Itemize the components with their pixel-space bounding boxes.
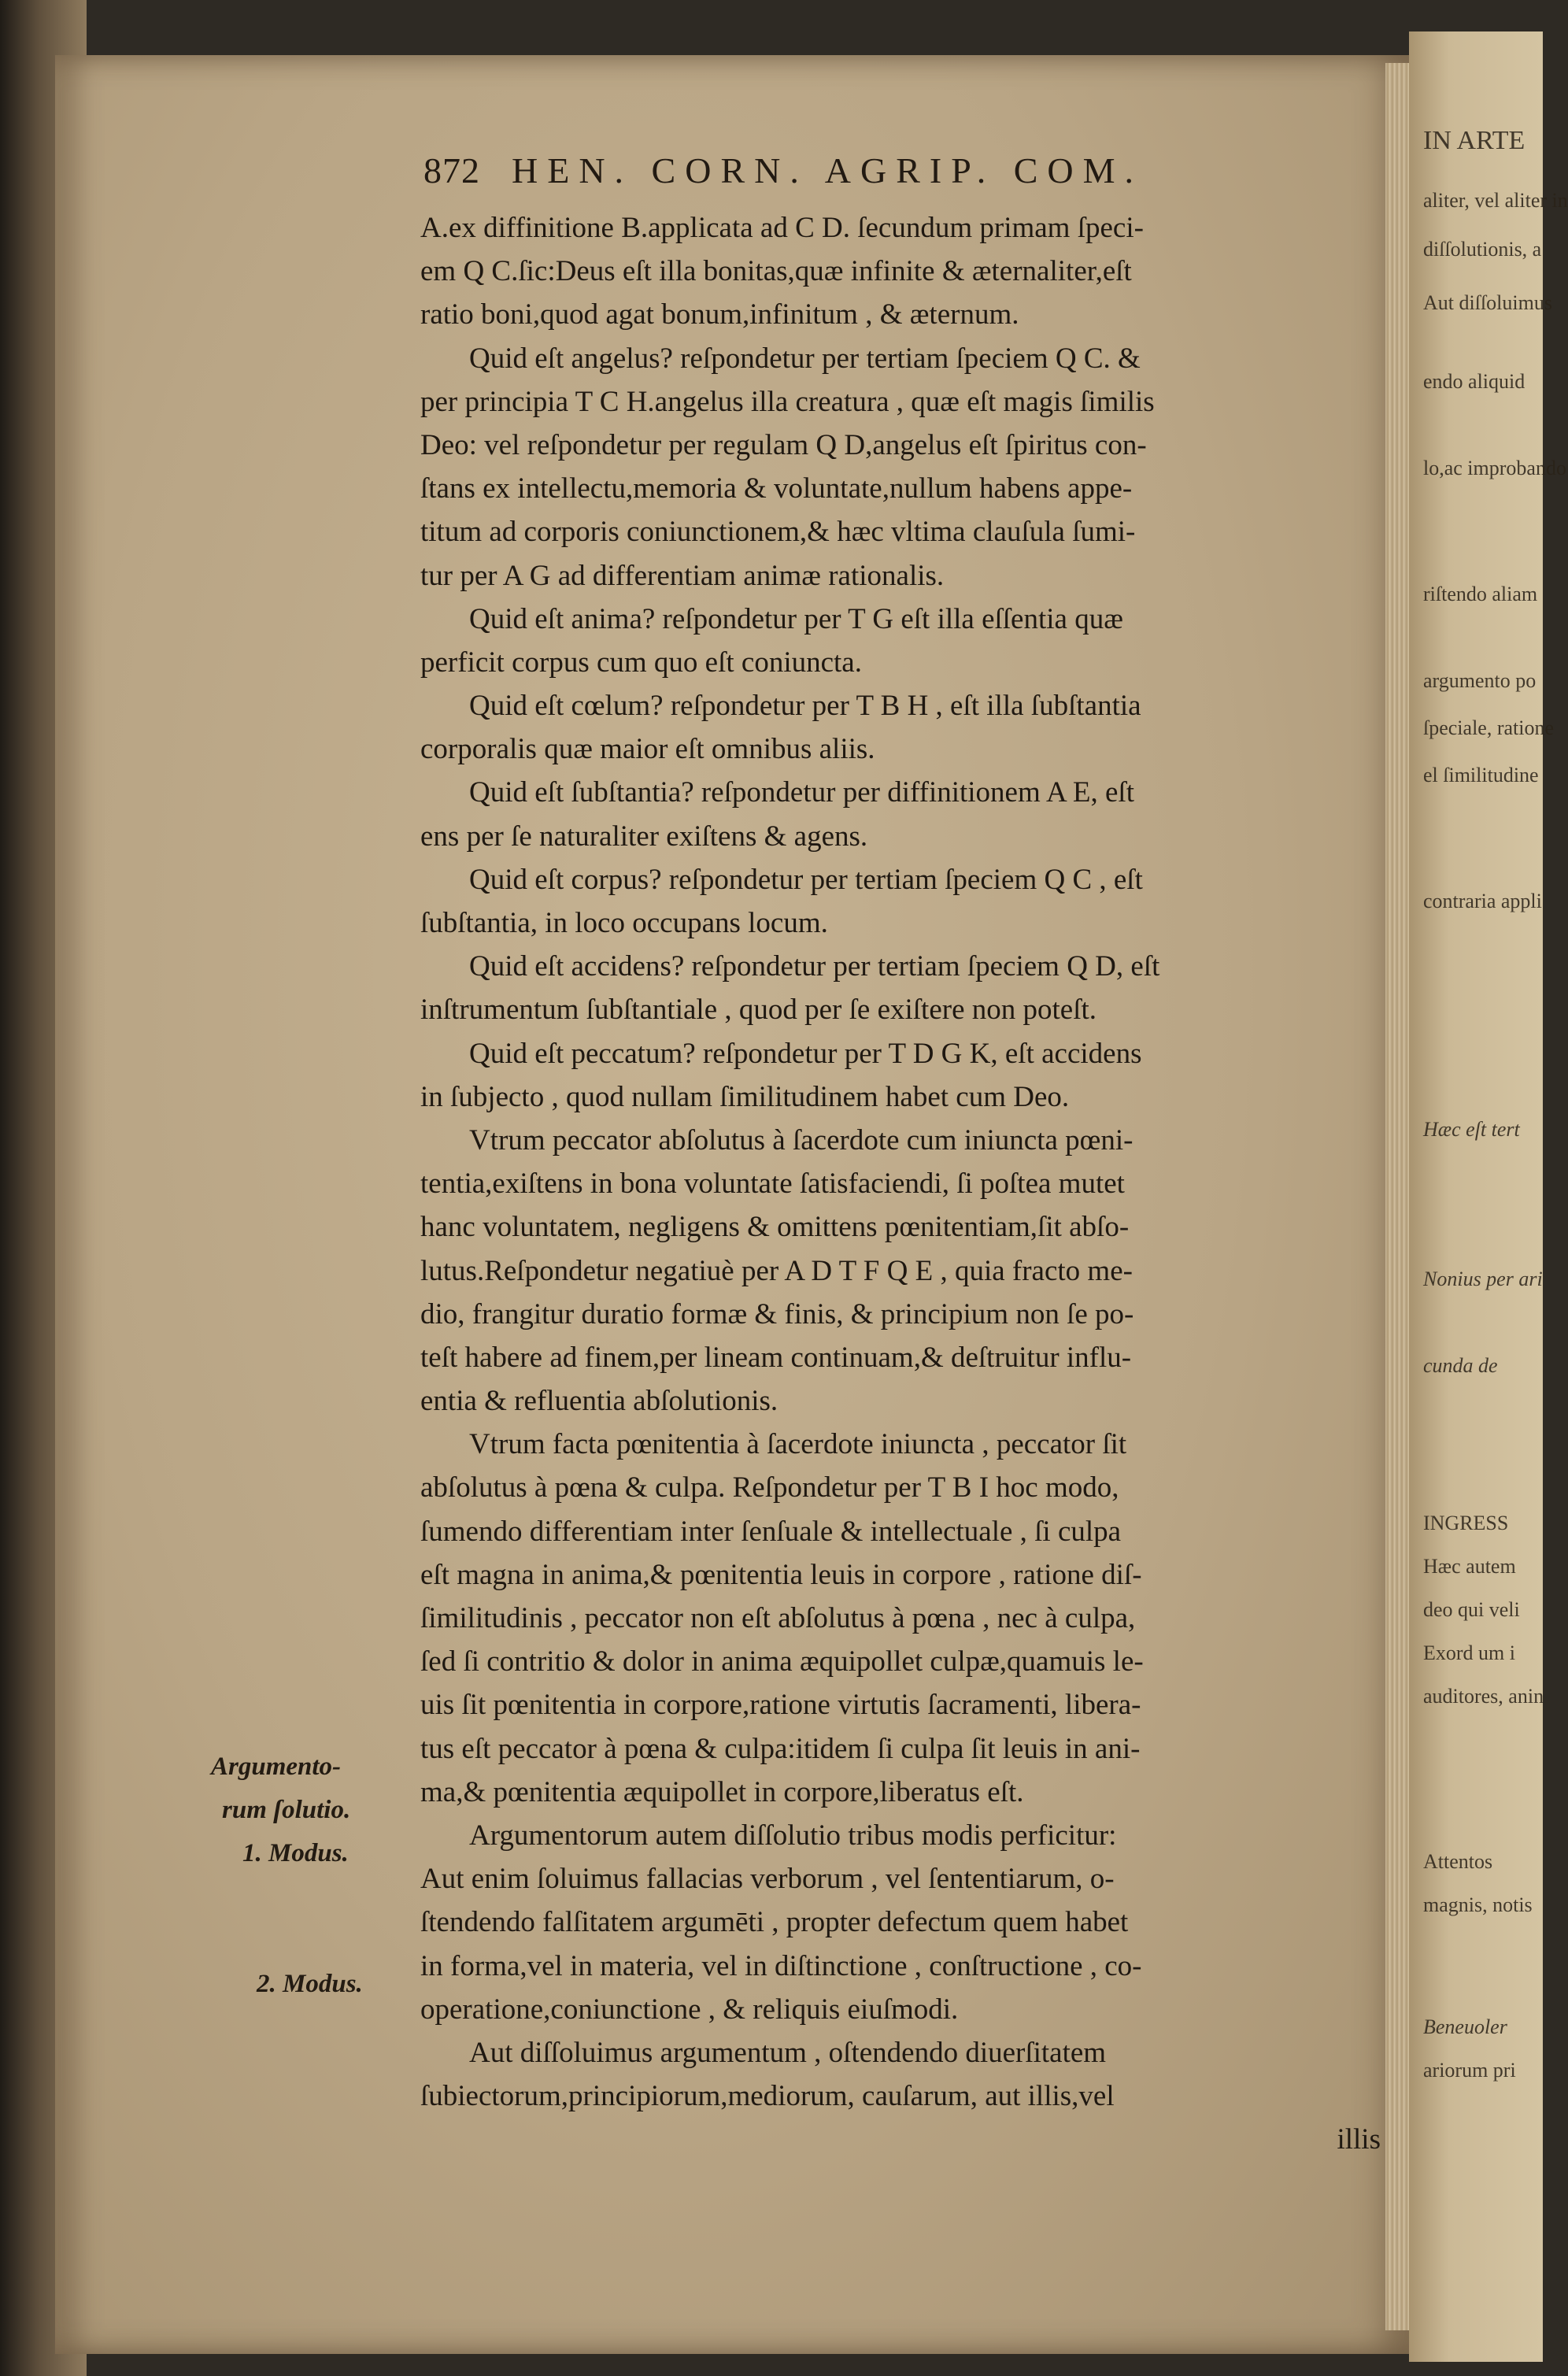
facing-text: aliter, vel aliter in <box>1423 189 1568 212</box>
facing-text: lo,ac improbando <box>1423 457 1566 479</box>
facing-text: diſſolutionis, a <box>1423 238 1542 261</box>
text-line: operatione,coniunctione , & reliquis eiuſmodi. <box>420 1993 959 2026</box>
text-line: inſtrumentum ſubſtantiale , quod per ſe exiſtere non poteſt. <box>420 994 1097 1027</box>
text-line: hanc voluntatem, negligens & omittens pœnitentiam,ſit abſo- <box>420 1211 1130 1244</box>
text-line: teſt habere ad finem,per lineam continuam,& deſtruitur influ- <box>420 1341 1132 1374</box>
facing-text: IN ARTE <box>1423 126 1525 155</box>
facing-text: el ſimilitudine <box>1423 764 1539 786</box>
text-line: ratio boni,quod agat bonum,infinitum , & æternum. <box>420 298 1019 331</box>
text-line: ſubiectorum,principiorum,mediorum, cauſarum, aut illis,vel <box>420 2080 1115 2113</box>
page-number: 872 <box>423 150 480 191</box>
text-line: ſtans ex intellectu,memoria & voluntate,nullum habens appe- <box>420 472 1133 505</box>
facing-text: Nonius per ari <box>1423 1268 1543 1290</box>
text-line: ſimilitudinis , peccator non eſt abſolutus à pœna , nec à culpa, <box>420 1602 1136 1634</box>
facing-text: contraria appli <box>1423 890 1542 912</box>
running-title: HEN. CORN. AGRIP. COM. <box>512 150 1144 191</box>
text-line: ma,& pœnitentia æquipollet in corpore,liberatus eſt. <box>420 1775 1024 1808</box>
text-line: Quid eſt corpus? reſpondetur per tertiam ſpeciem Q C , eſt <box>469 863 1143 896</box>
text-line: Quid eſt peccatum? reſpondetur per T D G K, eſt accidens <box>469 1037 1142 1070</box>
text-line: Quid eſt cœlum? reſpondetur per T B H , eſt illa ſubſtantia <box>469 690 1141 723</box>
text-line: in ſubjecto , quod nullam ſimilitudinem habet cum Deo. <box>420 1080 1070 1113</box>
margin-note: 2. Modus. <box>257 1970 363 1998</box>
text-line: ſubſtantia, in loco occupans locum. <box>420 907 828 939</box>
text-line: titum ad corporis coniunctionem,& hæc vltima clauſula ſumi- <box>420 516 1136 549</box>
text-line: perficit corpus cum quo eſt coniuncta. <box>420 646 862 679</box>
text-line: ens per ſe naturaliter exiſtens & agens. <box>420 820 868 853</box>
running-header <box>423 150 1143 191</box>
text-line: uis ſit pœnitentia in corpore,ratione virtutis ſacramenti, libera- <box>420 1689 1141 1722</box>
facing-text: argumento po <box>1423 669 1537 692</box>
facing-text: Hæc autem <box>1423 1555 1516 1578</box>
text-line: Quid eſt angelus? reſpondetur per tertiam ſpeciem Q C. & <box>469 342 1141 375</box>
facing-text: Exord um i <box>1423 1641 1515 1664</box>
text-line: Deo: vel reſpondetur per regulam Q D,angelus eſt ſpiritus con- <box>420 428 1147 461</box>
margin-note: Argumento- <box>211 1752 342 1781</box>
facing-text: deo qui veli <box>1423 1598 1520 1621</box>
text-line: em Q C.ſic:Deus eſt illa bonitas,quæ infinite & æternaliter,eſt <box>420 255 1132 288</box>
facing-text: INGRESS <box>1423 1512 1509 1534</box>
text-line: eſt magna in anima,& pœnitentia leuis in corpore , ratione diſ- <box>420 1558 1142 1591</box>
text-line: Quid eſt accidens? reſpondetur per tertiam ſpeciem Q D, eſt <box>469 950 1160 983</box>
facing-page-fragment <box>1409 31 1568 2362</box>
facing-text: Hæc eſt tert <box>1423 1118 1520 1141</box>
margin-note: 1. Modus. <box>242 1839 349 1867</box>
text-line: tur per A G ad differentiam animæ rationalis. <box>420 559 945 592</box>
text-line: Aut enim ſoluimus fallacias verborum , vel ſententiarum, o- <box>420 1863 1115 1896</box>
text-line: lutus.Reſpondetur negatiuè per A D T F Q E , quia fracto me- <box>420 1254 1133 1287</box>
text-line: in forma,vel in materia, vel in diſtinctione , conſtructione , co- <box>420 1949 1142 1982</box>
text-line: ſtendendo falſitatem argumēti , propter defectum quem habet <box>420 1906 1129 1939</box>
facing-text: Aut diſſoluimus <box>1423 291 1552 314</box>
text-line: dio, frangitur duratio formæ & finis, & principium non ſe po- <box>420 1297 1134 1330</box>
text-line: Argumentorum autem diſſolutio tribus modis perficitur: <box>469 1819 1117 1852</box>
facing-text: Attentos <box>1423 1850 1493 1873</box>
facing-text: auditores, anin <box>1423 1685 1544 1708</box>
text-line: Quid eſt anima? reſpondetur per T G eſt illa eſſentia quæ <box>469 602 1123 635</box>
facing-text: cunda de <box>1423 1354 1498 1377</box>
facing-text: riſtendo aliam <box>1423 583 1538 605</box>
text-line: ſumendo differentiam inter ſenſuale & intellectuale , ſi culpa <box>420 1515 1122 1548</box>
text-line: ſed ſi contritio & dolor in anima æquipollet culpæ,quamuis le- <box>420 1645 1144 1678</box>
text-line: abſolutus à pœna & culpa. Reſpondetur per T B I hoc modo, <box>420 1471 1119 1504</box>
text-line: entia & refluentia abſolutionis. <box>420 1385 778 1418</box>
facing-text: ſpeciale, ratione <box>1423 716 1555 739</box>
body-text <box>420 206 1396 2161</box>
facing-text: endo aliquid <box>1423 370 1525 393</box>
text-line: tentia,exiſtens in bona voluntate ſatisfaciendi, ſi poſtea mutet <box>420 1168 1125 1201</box>
text-line: Vtrum facta pœnitentia à ſacerdote iniuncta , peccator ſit <box>469 1428 1127 1461</box>
margin-note: rum ſolutio. <box>222 1796 351 1824</box>
text-line: Aut diſſoluimus argumentum , oſtendendo diuerſitatem <box>469 2036 1107 2069</box>
text-line: per principia T C H.angelus illa creatura , quæ eſt magis ſimilis <box>420 385 1155 418</box>
facing-text: magnis, notis <box>1423 1893 1533 1916</box>
text-line: tus eſt peccator à pœna & culpa:itidem ſi culpa ſit leuis in ani- <box>420 1732 1141 1765</box>
text-line: A.ex diffinitione B.applicata ad C D. ſecundum primam ſpeci- <box>420 212 1144 244</box>
facing-text: Beneuoler <box>1423 2015 1507 2038</box>
text-line: Vtrum peccator abſolutus à ſacerdote cum iniuncta pœni- <box>469 1123 1133 1157</box>
facing-text: ariorum pri <box>1423 2059 1516 2082</box>
text-line: Quid eſt ſubſtantia? reſpondetur per diffinitionem A E, eſt <box>469 776 1134 809</box>
text-line: corporalis quæ maior eſt omnibus aliis. <box>420 733 875 766</box>
catchword: illis <box>1337 2123 1381 2156</box>
